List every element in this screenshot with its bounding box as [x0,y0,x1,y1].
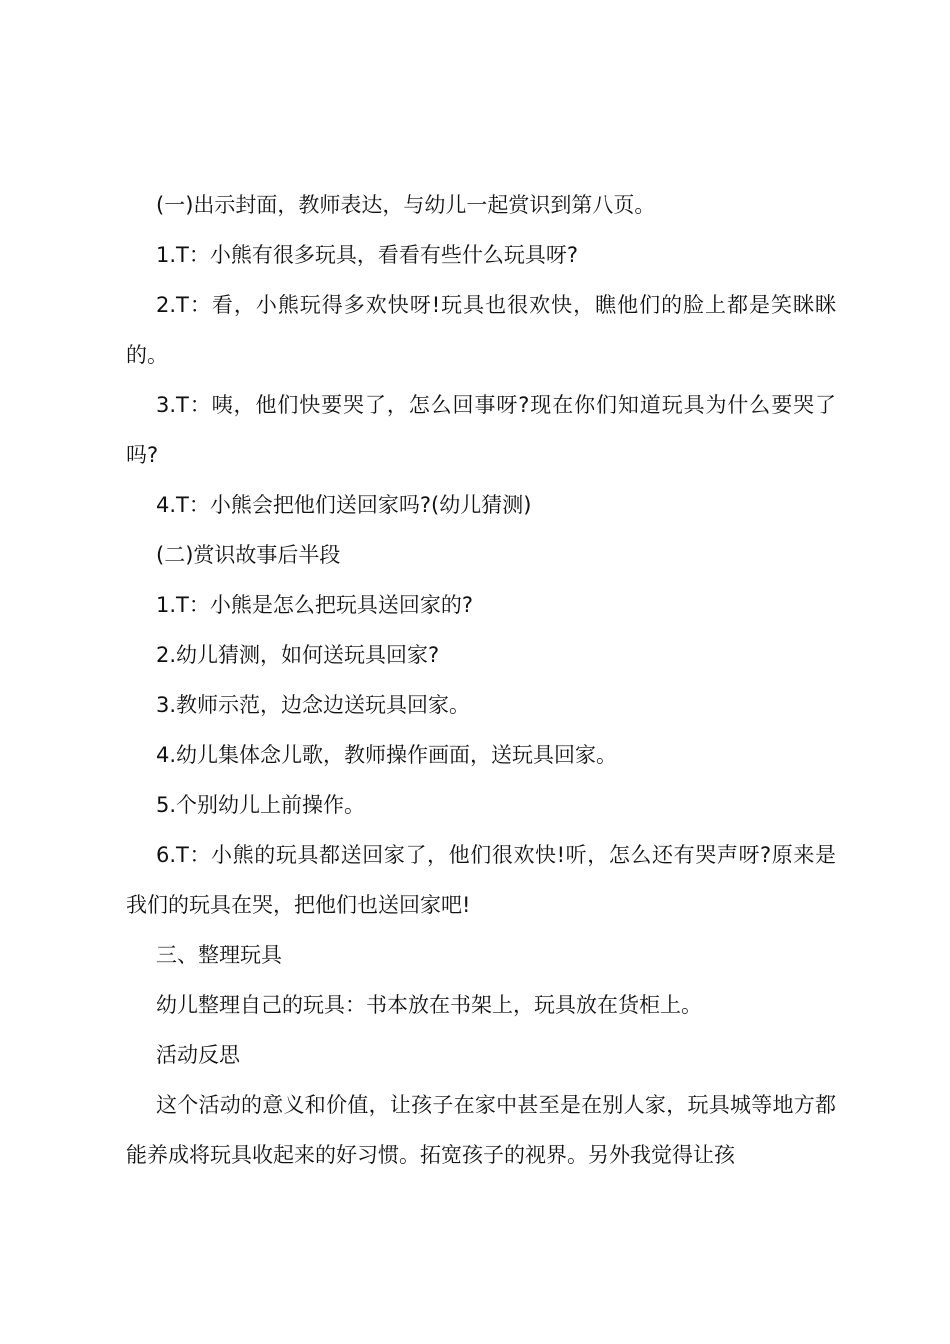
paragraph-reflection-heading: 活动反思 [156,1043,240,1067]
paragraph-reflection-body: 这个活动的意义和价值，让孩子在家中甚至是在别人家，玩具城等地方都能养成将玩具收起来的好习惯。拓宽孩子的视界。另外我觉得让孩 [126,1093,836,1167]
paragraph-section-1-intro: (一)出示封面，教师表达，与幼儿一起赏识到第八页。 [156,193,656,217]
paragraph-question-2: 2.T：看，小熊玩得多欢快呀!玩具也很欢快，瞧他们的脸上都是笑眯眯的。 [126,293,836,367]
paragraph-question-1: 1.T：小熊有很多玩具，看看有些什么玩具呀? [156,243,579,267]
paragraph-tidy-toys: 幼儿整理自己的玩具：书本放在书架上，玩具放在货柜上。 [156,993,702,1017]
paragraph-step-4: 4.幼儿集体念儿歌，教师操作画面，送玩具回家。 [156,743,618,767]
paragraph-step-2: 2.幼儿猜测，如何送玩具回家? [156,643,440,667]
paragraph-step-1: 1.T：小熊是怎么把玩具送回家的? [156,593,474,617]
document-page [126,180,836,1180]
paragraph-step-5: 5.个别幼儿上前操作。 [156,793,366,817]
paragraph-step-3: 3.教师示范，边念边送玩具回家。 [156,693,471,717]
paragraph-section-2-heading: (二)赏识故事后半段 [156,543,341,567]
paragraph-step-6: 6.T：小熊的玩具都送回家了，他们很欢快!听，怎么还有哭声呀?原来是我们的玩具在哭，把他们也送回家吧! [126,843,836,917]
paragraph-question-3: 3.T：咦，他们快要哭了，怎么回事呀?现在你们知道玩具为什么要哭了吗? [126,393,836,467]
paragraph-section-3-heading: 三、整理玩具 [156,943,282,967]
paragraph-question-4: 4.T：小熊会把他们送回家吗?(幼儿猜测) [156,493,532,517]
